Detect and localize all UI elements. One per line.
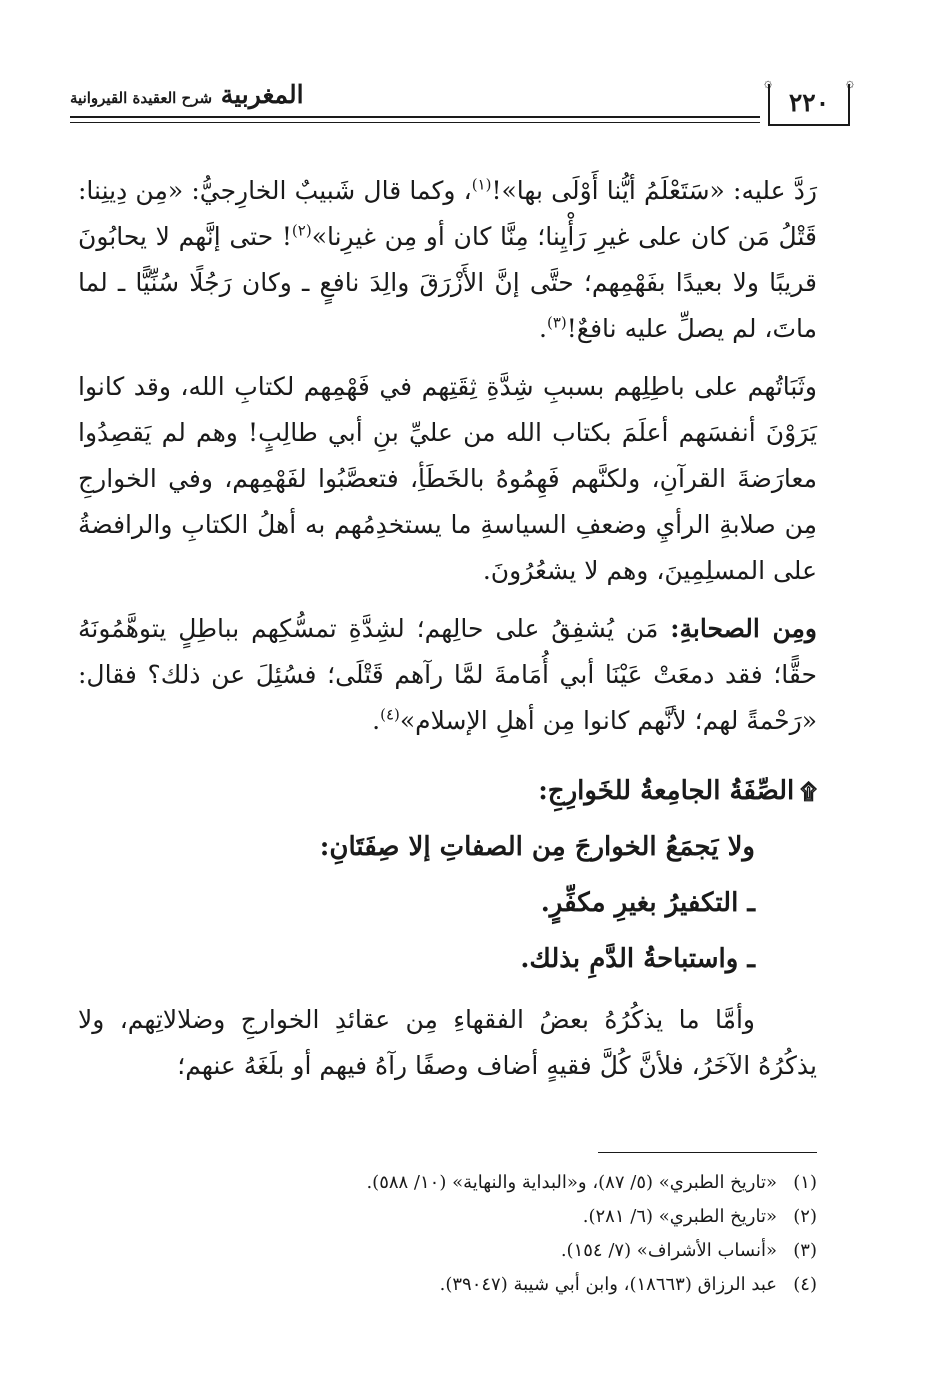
footnote-number: (٣) — [793, 1240, 817, 1261]
header-rule-thin — [70, 122, 760, 123]
paragraph — [78, 606, 817, 744]
section-heading — [78, 764, 817, 819]
footnote-number: (١) — [793, 1172, 817, 1193]
footnote-reference: (٣) — [546, 313, 567, 332]
paragraph-text: ، وكما قال شَبيبٌ الخارِجيُّ: «مِن دِينِنا: قَتْلُ مَن كان على غيرِ رَأْيِنا؛ مِنَّا كان أو مِن غيرِنا» — [78, 176, 817, 251]
paragraph — [78, 364, 817, 594]
main-text — [78, 168, 817, 1089]
paragraph-text: ! حتى إنَّهم لا يحابُونَ قريبًا ولا بعيدًا بفَهْمِهم؛ حتَّى إنَّ الأَزْرَقَ والِدَ نافعٍ ـ وكان رَجُلًا سُنِّيًّا ـ لما ماتَ، لم يصلِّ عليه نافعٌ! — [78, 222, 817, 343]
paragraph-text: . — [539, 314, 547, 343]
footnote-number: (٢) — [793, 1206, 817, 1227]
footnote-reference: (١) — [471, 175, 492, 194]
section-marker-icon: ۩ — [800, 779, 817, 805]
header-rule-thick — [70, 116, 760, 118]
ornament-icon: ۞ — [845, 75, 854, 91]
page-header — [70, 72, 854, 134]
section-heading-text: الصِّفَةُ الجامِعةُ للخَوارِجِ: — [538, 776, 795, 806]
paragraph-text: رَدَّ عليه: «سَتَعْلَمُ أيُّنا أَوْلَى بها»! — [491, 176, 817, 205]
running-title — [70, 80, 304, 109]
footnotes-list — [200, 1166, 817, 1302]
bold-lead-in: ومِن الصحابةِ: — [670, 614, 817, 643]
running-title-sub: شرح العقيدة القيروانية — [70, 89, 213, 107]
section-list-item: ـ واستباحةُ الدَّمِ بذلك. — [520, 944, 755, 974]
closing-paragraph-text: وأمَّا ما يذكُرُهُ بعضُ الفقهاءِ مِن عقائدِ الخوارجِ وضلالاتِهم، ولا يذكُرُهُ الآخَرُ، فلأنَّ كُلَّ فقيهٍ أضاف وصفًا رآهُ فيهم أو بلَغَهُ عنهم؛ — [78, 1005, 817, 1080]
footnote-item — [200, 1268, 817, 1302]
page-number: ٢٢٠ — [788, 88, 830, 117]
page-number-box — [764, 75, 854, 126]
footnote-item — [200, 1234, 817, 1268]
paragraph-text: مَن يُشفِقُ على حالِهم؛ لشِدَّةِ تمسُّكِهم بباطِلٍ يتوهَّمُونَهُ حقًّا؛ فقد دمعَتْ عَيْنَا أبي أُمَامةَ لمَّا رآهم قَتْلَى؛ فسُئِلَ عن ذلك؟ فقال: «رَحْمةً لهم؛ لأنَّهم كانوا مِن أهلِ الإسلام» — [78, 614, 817, 735]
footnote-reference: (٢) — [291, 221, 312, 240]
footnote-number: (٤) — [793, 1274, 817, 1295]
footnote-text: عبد الرزاق (١٨٦٦٣)، وابن أبي شيبة (٣٩٠٤٧). — [439, 1274, 777, 1295]
paragraph-text: وثَبَاتُهم على باطِلِهم بسببِ شِدَّةِ ثِقَتِهم في فَهْمِهم لكتابِ الله، وقد كانوا يَرَوْنَ أنفسَهم أعلَمَ بكتاب الله من عليِّ بنِ أبي طالِبٍ! وهم لم يَقصِدُوا معارَضةَ القرآنِ، ولكنَّهم فَهِمُوهُ بالخَطَأِ، فتعصَّبُوا لفَهْمِهم، وفي الخوارجِ مِن صلابةِ الرأيِ وضعفِ السياسةِ ما يستخدِمُهم به أهلُ الكتابِ والرافضةُ على المسلِمِينَ، وهم لا يشعُرُونَ. — [78, 372, 817, 585]
closing-paragraph — [78, 997, 817, 1089]
section-intro: ولا يَجمَعُ الخوارجَ مِن الصفاتِ إلا صِفَتَانِ: — [319, 832, 755, 862]
paragraph-text: . — [372, 706, 381, 735]
footnote-text: «تاريخ الطبري» (٥/ ٨٧)، و«البداية والنهاية» (١٠/ ٥٨٨). — [366, 1172, 777, 1193]
paragraph — [78, 168, 817, 352]
footnote-separator — [598, 1152, 817, 1153]
footnote-text: «تاريخ الطبري» (٦/ ٢٨١). — [582, 1206, 777, 1227]
ornament-icon: ۞ — [764, 75, 773, 91]
footnote-item — [200, 1200, 817, 1234]
footnote-reference: (٤) — [380, 705, 400, 724]
footnote-text: «أنساب الأشراف» (٧/ ١٥٤). — [560, 1240, 777, 1261]
section-list-item: ـ التكفيرُ بغيرِ مكفِّرٍ. — [540, 888, 755, 918]
running-title-main: المغربية — [220, 80, 304, 109]
footnote-item — [200, 1166, 817, 1200]
